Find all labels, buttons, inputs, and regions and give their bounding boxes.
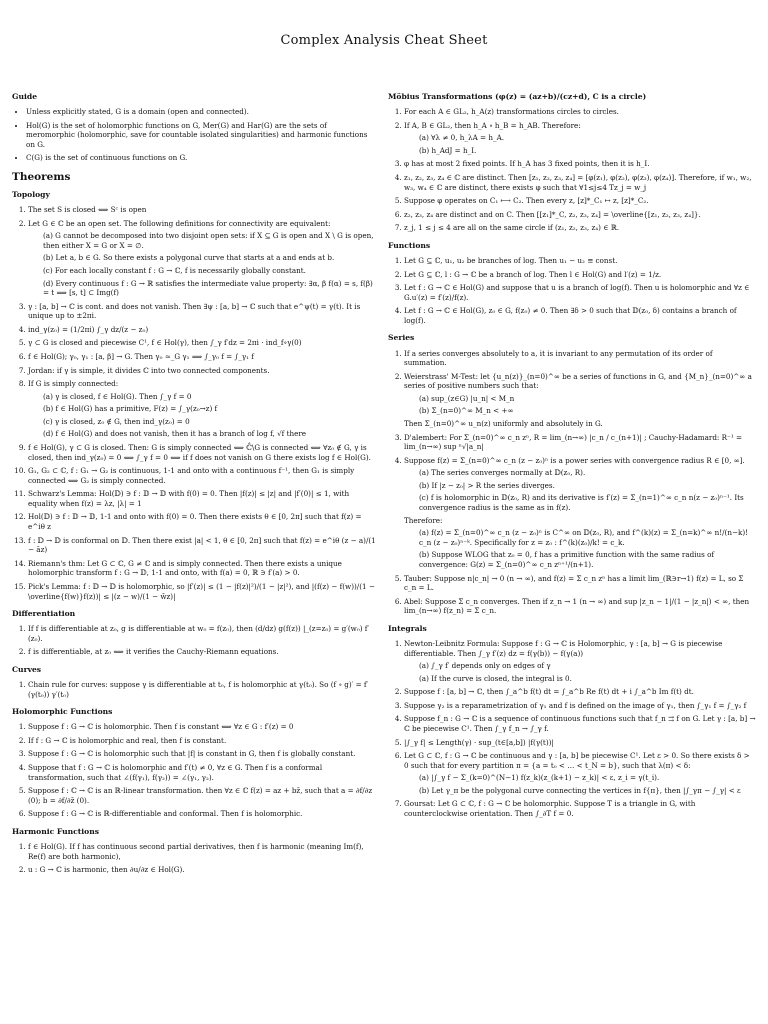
topology-item-text: If G is simply connected: <box>28 379 119 389</box>
holomorphic-heading: Holomorphic Functions <box>12 707 113 717</box>
series-item: 1. If a series converges absolutely to a, it is invariant to any permutation of its order of summation. <box>404 349 756 368</box>
differentiation-heading: Differentiation <box>12 609 76 619</box>
topology-item: 15. Pick's Lemma: f : 𝔻 → 𝔻 is holomorphic, so |f′(z)| ≤ (1 − |f(z)|²)/(1 − |z|²), and |(f(z) − f(w))/(1 − \overline{f(w)}f(z))| ≤ |(z − w)/(1 − w̄z)| <box>28 582 376 601</box>
mtest-item: (a) sup_(z∈G) |u_n| < M_n <box>419 393 515 403</box>
riemann-sum-item: (b) Let γ_π be the polygonal curve connecting the vertices in f{π}, then |∫_γπ − ∫_γ| < ε <box>419 785 741 795</box>
guide-item: • C(G) is the set of continuous functions on G. <box>26 153 376 163</box>
therefore-label: Therefore: <box>404 515 443 525</box>
newton-leibnitz-note: (a) If the curve is closed, the integral is 0. <box>419 673 572 683</box>
holomorphic-list <box>12 722 376 819</box>
topology-item: 4. ind_γ(z₀) = (1/2πi) ∫_γ dz/(z − z₀) <box>28 325 376 335</box>
connectivity-sublist <box>28 231 376 297</box>
series-list <box>388 349 756 616</box>
power-series-sublist <box>404 468 756 512</box>
topology-item <box>28 219 376 298</box>
topology-item: 12. Hol(𝔻) ∋ f : 𝔻 → 𝔻, 1-1 and onto with f(0) = 0. Then there exists θ ∈ [0, 2π] such that f(z) = e^iθ z <box>28 512 376 531</box>
series-item <box>404 372 756 429</box>
mobius-sublist <box>404 133 756 155</box>
simply-connected-item: (c) γ is closed, z₀ ∉ G, then ind_γ(z₀) = 0 <box>43 416 190 426</box>
newton-leibnitz-note: (a) ∫_γ f′ depends only on edges of γ <box>419 661 551 671</box>
mobius-subitem: (b) h_AdJ = h_I. <box>419 145 477 155</box>
simply-connected-sublist <box>28 392 376 439</box>
harmonic-list <box>12 842 376 875</box>
topology-item: 6. f ∈ Hol(G); γ₀, γ₁ : [a, β] → G. Then γ₀ ≃_G γ₁ ⟹ ∫_γ₀ f = ∫_γ₁ f <box>28 352 376 362</box>
holomorphic-item: 4. Suppose that f : G → ℂ is holomorphic and f′(t) ≠ 0, ∀z ∈ G. Then f is a conformal transformation, such that ∠(f(γ₁), f(γ₂)) = ∠(γ₁, γ₂). <box>28 763 376 782</box>
power-series-item: (b) If |z − z₀| > R the series diverges. <box>419 480 555 490</box>
holomorphic-item: 6. Suppose f : G → ℂ is ℝ-differentiable and conformal. Then f is holomorphic. <box>28 809 376 819</box>
functions-heading: Functions <box>388 240 431 250</box>
curves-item: 1. Chain rule for curves: suppose γ is differentiable at t₀, f is holomorphic at γ(t₀). So (f ∘ g)′ = f′(γ(t₀)) γ′(t₀) <box>28 680 376 699</box>
integrals-item-text: Newton-Leibnitz Formula: Suppose f : G → ℂ is Holomorphic, γ : [a, b] → G is piecewise differentiable. Then ∫_γ f′(z) dz = f(γ(b)) − f(γ(a)) <box>404 638 723 658</box>
functions-item: 3. Let f : G → ℂ ∈ Hol(G) and suppose that u is a branch of log(f). Then u is holomorphic and ∀z ∈ G.u′(z) = f′(z)/f(z). <box>404 283 756 302</box>
series-item-text: Suppose f(z) = Σ_(n=0)^∞ c_n (z − z₀)ⁿ is a power series with convergence radius R ∈ [0, ∞]. <box>404 455 745 465</box>
functions-item: 2. Let G ⊆ ℂ, l : G → ℂ be a branch of log. Then l ∈ Hol(G) and l′(z) = 1/z. <box>404 270 756 280</box>
mobius-item: 1. For each A ∈ GL₂, h_A(z) transformations circles to circles. <box>404 107 756 117</box>
power-series-consequences <box>404 528 756 569</box>
curves-heading: Curves <box>12 664 42 674</box>
power-series-item: (c) f is holomorphic in 𝔻(z₀, R) and its derivative is f′(z) = Σ_(n=1)^∞ c_n n(z − z₀)ⁿ⁻¹. Its convergence radius is the same as in f(z). <box>419 493 744 513</box>
topology-item: 5. γ ⊂ G is closed and piecewise C¹, f ∈ Hol(γ), then ∫_γ f′dz = 2πi · ind_f∘γ(0) <box>28 338 376 348</box>
mtest-conclusion: Then Σ_(n=0)^∞ u_n(z) uniformly and absolutely in G. <box>404 419 603 428</box>
series-heading: Series <box>388 333 415 343</box>
harmonic-item: 2. u : G → ℂ is harmonic, then ∂u/∂z ∈ Hol(G). <box>28 865 376 875</box>
holomorphic-item: 5. Suppose f : ℂ → ℂ is an ℝ-linear transformation. then ∀z ∈ ℂ f(z) = az + bz̄, such that a = ∂f/∂z (0); b = ∂f/∂z̄ (0). <box>28 786 376 805</box>
functions-item: 1. Let G ⊆ ℂ, u₁, u₂ be branches of log. Then u₁ − u₂ ≡ const. <box>404 256 756 266</box>
guide-heading: Guide <box>12 92 38 101</box>
integrals-item <box>404 639 756 683</box>
simply-connected-item: (a) γ is closed, f ∈ Hol(G). Then ∫_γ f = 0 <box>43 391 192 401</box>
guide-item: • Unless explicitly stated, G is a domain (open and connected). <box>26 107 376 117</box>
power-series-consequence: (b) Suppose WLOG that z₀ = 0, f has a primitive function with the same radius of convergence: G(z) = Σ_(n=0)^∞ c_n zⁿ⁺¹/(n+1). <box>419 550 715 569</box>
topology-item <box>28 379 376 439</box>
topology-item-text: Let G ∈ ℂ be an open set. The following definitions for connectivity are equivalent: <box>28 218 331 228</box>
mtest-sublist <box>404 394 756 416</box>
topology-item: 10. G₁, G₂ ⊂ ℂ, f : G₁ → G₂ is continuous, 1-1 and onto with a continuous f⁻¹, then G₁ is simply connected ⟺ G₂ is simply connected. <box>28 466 376 485</box>
integrals-heading: Integrals <box>388 623 427 633</box>
topology-item: 13. f : 𝔻 → 𝔻 is conformal on 𝔻. Then there exist |a| < 1, θ ∈ [0, 2π] such that f(z) = e^iθ (z − a)/(1 − āz) <box>28 536 376 555</box>
holomorphic-item: 2. If f : G → ℂ is holomorphic and real, then f is constant. <box>28 736 376 746</box>
theorems-heading: Theorems <box>12 170 71 183</box>
connectivity-item: (d) Every continuous f : G → ℝ satisfies the intermediate value property: ∃α, β f(α) = s, f(β) = t ⟹ [s, t] ⊂ Img(f) <box>43 278 373 298</box>
newton-leibnitz-sublist <box>404 661 756 683</box>
mobius-item: 7. z_j, 1 ≤ j ≤ 4 are all on the same circle if (z₁, z₂, z₃, z₄) ∈ ℝ. <box>404 223 756 233</box>
series-item: 5. Tauber: Suppose n|c_n| → 0 (n → ∞), and f(z) = Σ c_n zⁿ has a limit lim_(ℝ∋r→1) f(z) = L, so Σ c_n = L. <box>404 574 756 593</box>
integrals-item: 4. Suppose f_n : G → ℂ is a sequence of continuous functions such that f_n ⇉ f on G. Let γ : [a, b] → ℂ be piecewise C¹. Then ∫_γ f_n → ∫_γ f. <box>404 714 756 733</box>
mobius-heading-formula: (φ(z) = (az+b)/(cz+d), C is a circle) <box>495 92 647 101</box>
guide-item: • Hol(G) is the set of holomorphic functions on G, Mer(G) and Har(G) are the sets of meromorphic (holomorphic, save for countable isolated singularities) and harmonic functions on G. <box>26 121 376 150</box>
integrals-item: 2. Suppose f : [a, b] → ℂ, then ∫_a^b f(t) dt = ∫_a^b Re f(t) dt + i ∫_a^b Im f(t) dt. <box>404 687 756 697</box>
series-item: 6. Abel: Suppose Σ c_n converges. Then if z_n → 1 (n → ∞) and sup |z_n − 1|/(1 − |z_n|) < ∞, then lim_(n→∞) f(z_n) = Σ c_n. <box>404 597 756 616</box>
mobius-subitem: (a) ∀λ ≠ 0, h_λA = h_A. <box>419 133 505 143</box>
series-item: 3. D'alembert: For Σ_(n=0)^∞ c_n zⁿ, R = lim_(n→∞) |c_n / c_(n+1)| ; Cauchy-Hadamard: R⁻¹ = lim_(n→∞) sup ⁿ√|a_n| <box>404 433 756 452</box>
simply-connected-item: (b) f ∈ Hol(G) has a primitive, F(z) = ∫_γ(z₀→z) f <box>43 404 218 414</box>
mobius-item-text: If A, B ∈ GL₂, then h_A ∘ h_B = h_AB. Therefore: <box>404 120 581 130</box>
integrals-item: 5. |∫_γ f| ≤ Length(γ) · sup_(t∈[a,b]) |f(γ(t))| <box>404 738 756 748</box>
connectivity-item: (a) G cannot be decomposed into two disjoint open sets: if X ⊆ G is open and X \ G is open, then either X = G or X = ∅. <box>43 231 374 250</box>
integrals-list <box>388 639 756 819</box>
holomorphic-item: 3. Suppose f : G → ℂ is holomorphic such that |f| is constant in G, then f is globally constant. <box>28 749 376 759</box>
differentiation-list <box>12 624 376 657</box>
connectivity-item: (c) For each locally constant f : G → ℂ, f is necessarily globally constant. <box>43 265 306 275</box>
mobius-item <box>404 121 756 156</box>
differentiation-item: 2. f is differentiable, at z₀ ⟺ it verifies the Cauchy-Riemann equations. <box>28 647 376 657</box>
connectivity-item: (b) Let a, b ∈ G. So there exists a polygonal curve that starts at a and ends at b. <box>43 253 335 263</box>
series-item <box>404 456 756 570</box>
mobius-item: 6. z₂, z₃, z₄ are distinct and on C. Then [[z₁]*_C, z₂, z₃, z₄] = \overline{[z₁, z₂, z₃, z₄]}. <box>404 210 756 220</box>
mobius-item: 4. z₁, z₂, z₃, z₄ ∈ ℂ are distinct. Then [z₁, z₂, z₃, z₄] = [φ(z₁), φ(z₂), φ(z₃), φ(z₄)]. Therefore, if w₁, w₂, w₃, w₄ ∈ ℂ are distinct, there exists φ such that ∀1≤j≤4 Tz_j = w_j <box>404 173 756 192</box>
curves-list <box>12 680 376 699</box>
mobius-item: 3. φ has at most 2 fixed points. If h_A has 3 fixed points, then it is h_I. <box>404 159 756 169</box>
integrals-item: 3. Suppose γ₂ is a reparametrization of γ₁ and f is defined on the image of γ₁, then ∫_γ₁ f = ∫_γ₂ f <box>404 701 756 711</box>
topology-item: 3. γ : [a, b] → ℂ is cont. and does not vanish. Then ∃ψ : [a, b] → ℂ such that e^ψ(t) = γ(t). It is unique up to ±2πi. <box>28 302 376 321</box>
riemann-sum-sublist <box>404 773 756 795</box>
integrals-item: 7. Goursat: Let G ⊂ ℂ, f : G → ℂ be holomorphic. Suppose T is a triangle in G, with counterclockwise orientation. Then ∫_∂T f = 0. <box>404 799 756 818</box>
page-title: Complex Analysis Cheat Sheet <box>280 33 488 48</box>
topology-item: 11. Schwarz's Lemma: Hol(𝔻) ∋ f : 𝔻 → 𝔻 with f(0) = 0. Then |f(z)| ≤ |z| and |f′(0)| ≤ 1, with equality when f(z) = λz, |λ| = 1 <box>28 489 376 508</box>
topology-list <box>12 205 376 601</box>
holomorphic-item: 1. Suppose f : G → ℂ is holomorphic. Then f is constant ⟺ ∀z ∈ G : f′(z) = 0 <box>28 722 376 732</box>
topology-item: 7. Jordan: if γ is simple, it divides ℂ into two connected components. <box>28 366 376 376</box>
mtest-item: (b) Σ_(n=0)^∞ M_n < +∞ <box>419 406 514 416</box>
right-column <box>388 92 756 823</box>
functions-list <box>388 256 756 325</box>
differentiation-item: 1. If f is differentiable at z₀, g is differentiable at w₀ = f(z₀), then (d/dz) g(f(z)) |_(z=z₀) = g′(w₀) f′(z₀). <box>28 624 376 643</box>
mobius-item: 5. Suppose φ operates on C₁ ⟼ C₂. Then every z, [z]*_C₁ ↦ z, [z]*_C₂. <box>404 196 756 206</box>
left-column <box>12 92 376 879</box>
topology-item: 1. The set S is closed ⟺ Sᶜ is open <box>28 205 376 215</box>
harmonic-heading: Harmonic Functions <box>12 826 100 836</box>
mobius-list <box>388 107 756 233</box>
integrals-item-text: Let G ⊂ ℂ, f : G → ℂ be continuous and γ : [a, b] be piecewise C¹. Let ε > 0. So there exists δ > 0 such that for every partition π = {a = t₀ < … < t_N = b}, such that λ(π) < δ: <box>404 751 750 770</box>
mobius-heading <box>388 92 756 102</box>
functions-item: 4. Let f : G → ℂ ∈ Hol(G), z₀ ∈ G, f(z₀) ≠ 0. Then ∃δ > 0 such that 𝔻(z₀, δ) contains a branch of log(f). <box>404 306 756 325</box>
topology-item: 14. Riemann's thm: Let G ⊂ ℂ, G ≠ ℂ and is simply connected. Then there exists a unique holomorphic transform f : G → 𝔻, 1-1 and onto, with f(a) = 0, ℝ ∋ f′(a) > 0. <box>28 559 376 578</box>
guide-list <box>12 107 376 163</box>
integrals-item <box>404 751 756 795</box>
simply-connected-item: (d) f ∈ Hol(G) and does not vanish, then it has a branch of log f, √f there <box>43 429 307 439</box>
mobius-heading-title: Möbius Transformations <box>388 92 493 101</box>
series-item-text: Weierstrass' M-Test: let {u_n(z)}_(n=0)^∞ be a series of functions in G, and {M_n}_(n=0)^∞ a series of positive numbers such that: <box>404 371 752 391</box>
topology-heading: Topology <box>12 189 50 199</box>
riemann-sum-item: (a) |∫_γ f − Σ_(k=0)^(N−1) f(z_k)(z_(k+1) − z_k)| < ε, z_i = γ(t_i). <box>419 773 660 783</box>
topology-item: 9. f ∈ Hol(G), γ ⊂ G is closed. Then: G is simply connected ⟺ ℂ̂\G is connected ⟺ ∀z₀ ∉ G, γ is closed, then ind_γ(z₀) = 0 ⟺ ∫_γ f = 0 ⟺ if f does not vanish on G there exists log f ∈ Hol(G). <box>28 443 376 462</box>
harmonic-item: 1. f ∈ Hol(G). If f has continuous second partial derivatives, then f is harmonic (meaning Im(f), Re(f) are both harmonic), <box>28 842 376 861</box>
power-series-consequence: (a) f(z) = Σ_(n=0)^∞ c_n (z − z₀)ⁿ is C^∞ on 𝔻(z₀, R), and f^(k)(z) = Σ_(n=k)^∞ n!/(n−k)! c_n (z − z₀)ⁿ⁻ᵏ. Specifically for z = z₀ : f^(k)(z₀)/k! = c_k. <box>419 528 749 547</box>
power-series-item: (a) The series converges normally at 𝔻(z₀, R). <box>419 468 586 478</box>
